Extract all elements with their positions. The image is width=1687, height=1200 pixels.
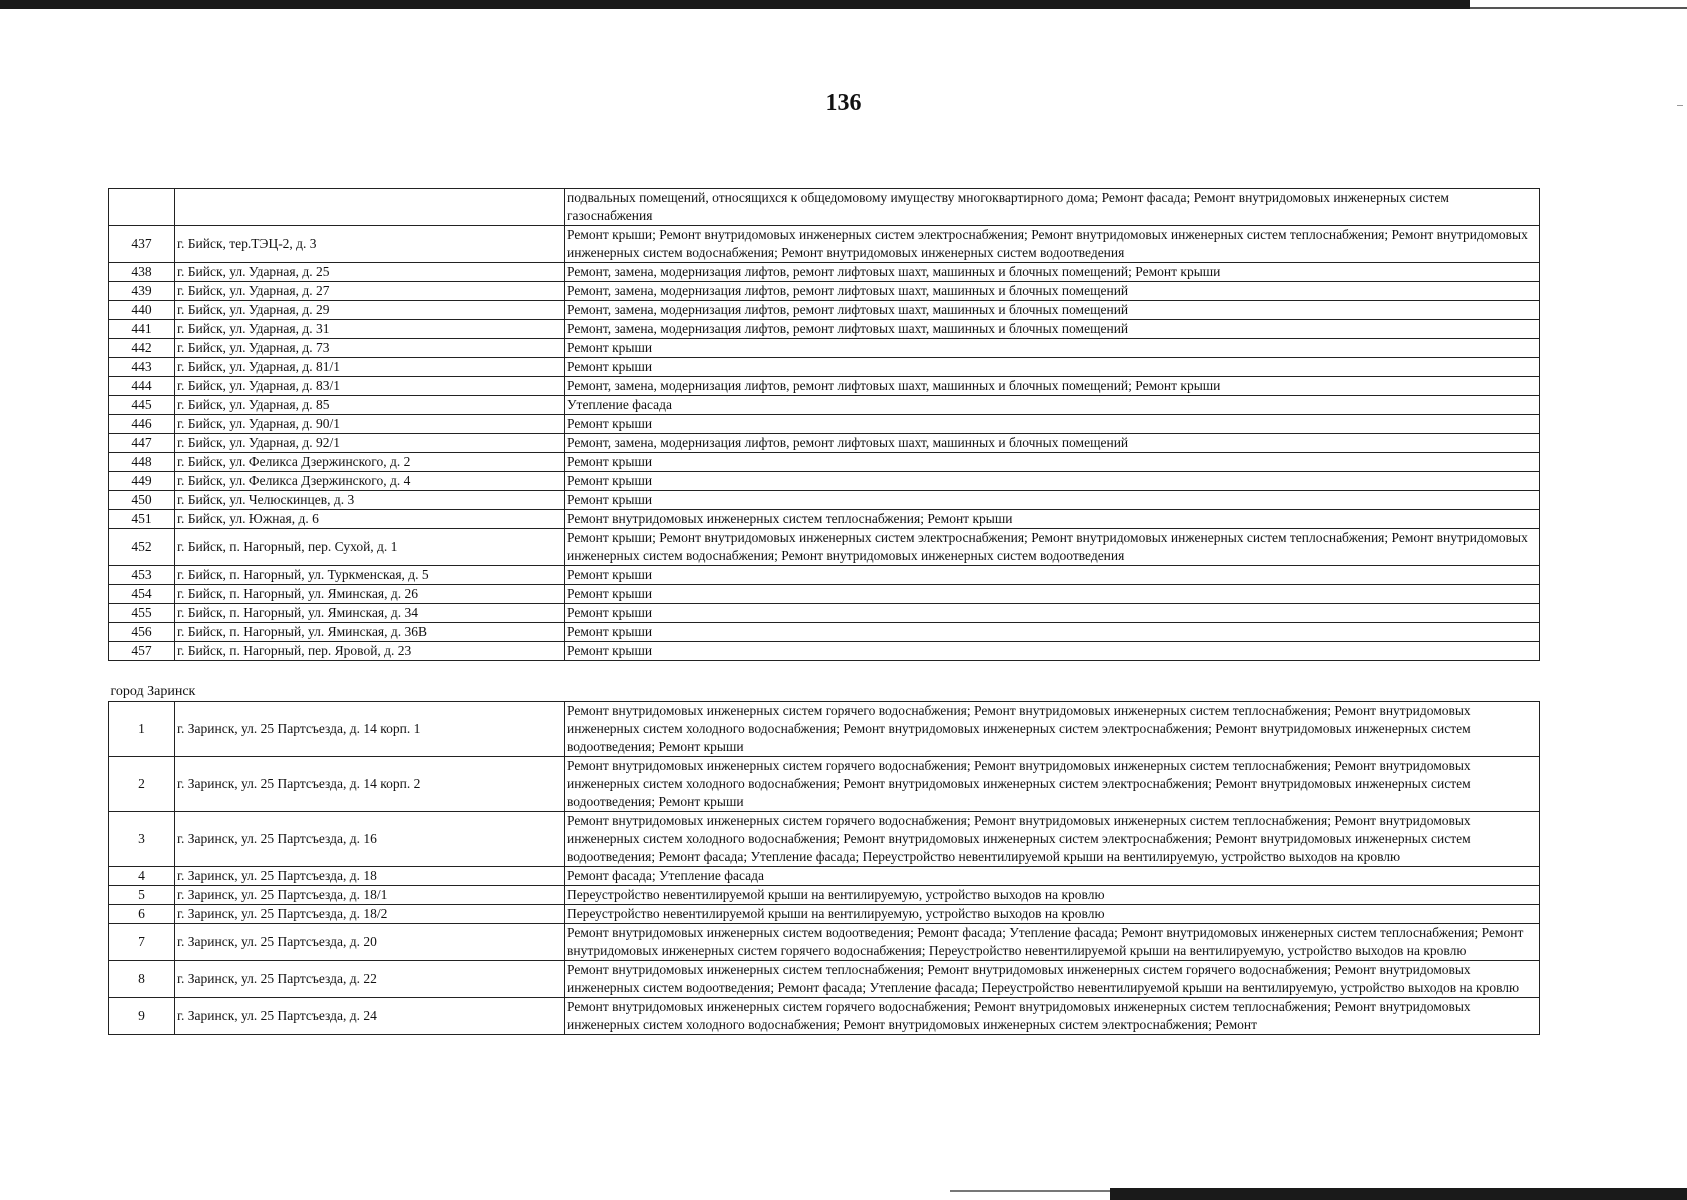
row-works: Ремонт крыши [565, 566, 1540, 585]
row-works: Ремонт внутридомовых инженерных систем горячего водоснабжения; Ремонт внутридомовых инженерных систем теплоснабжения; Ремонт внутридомовых инженерных систем холодного водоснабжения; Ремонт внутридомовых инженерных систем электроснабжения; Ремонт внутридомовых инженерных систем водоотведения; Ремонт крыши [565, 702, 1540, 757]
row-works: Переустройство невентилируемой крыши на вентилируемую, устройство выходов на кровлю [565, 905, 1540, 924]
table-row [109, 961, 1540, 998]
row-works: Ремонт крыши; Ремонт внутридомовых инженерных систем электроснабжения; Ремонт внутридомовых инженерных систем теплоснабжения; Ремонт внутридомовых инженерных систем водоснабжения; Ремонт внутридомовых инженерных систем водоотведения [565, 529, 1540, 566]
table-row [109, 702, 1540, 757]
table-row [109, 604, 1540, 623]
scan-top-edge [0, 0, 1470, 9]
table-body-zarinsk [109, 702, 1540, 1035]
row-address: г. Бийск, ул. Ударная, д. 85 [175, 396, 565, 415]
row-address: г. Заринск, ул. 25 Партсъезда, д. 18/1 [175, 886, 565, 905]
row-works: Ремонт, замена, модернизация лифтов, ремонт лифтовых шахт, машинных и блочных помещений; Ремонт крыши [565, 263, 1540, 282]
row-number: 452 [109, 529, 175, 566]
row-number: 438 [109, 263, 175, 282]
row-address: г. Заринск, ул. 25 Партсъезда, д. 14 корп. 1 [175, 702, 565, 757]
row-works: Ремонт внутридомовых инженерных систем горячего водоснабжения; Ремонт внутридомовых инженерных систем теплоснабжения; Ремонт внутридомовых инженерных систем холодного водоснабжения; Ремонт внутридомовых инженерных систем электроснабжения; Ремонт внутридомовых инженерных систем водоотведения; Ремонт фасада; Утепление фасада; Переустройство невентилируемой крыши на вентилируемую, устройство выходов на кровлю [565, 812, 1540, 867]
row-address: г. Бийск, ул. Феликса Дзержинского, д. 4 [175, 472, 565, 491]
row-address: г. Заринск, ул. 25 Партсъезда, д. 18 [175, 867, 565, 886]
table-row [109, 566, 1540, 585]
row-address: г. Бийск, п. Нагорный, ул. Яминская, д. 26 [175, 585, 565, 604]
table-row [109, 642, 1540, 661]
table-row [109, 189, 1540, 226]
row-number: 4 [109, 867, 175, 886]
row-works: Ремонт крыши; Ремонт внутридомовых инженерных систем электроснабжения; Ремонт внутридомовых инженерных систем теплоснабжения; Ремонт внутридомовых инженерных систем водоснабжения; Ремонт внутридомовых инженерных систем водоотведения [565, 226, 1540, 263]
row-works: Утепление фасада [565, 396, 1540, 415]
row-address: г. Бийск, п. Нагорный, ул. Яминская, д. 34 [175, 604, 565, 623]
row-works: Ремонт внутридомовых инженерных систем теплоснабжения; Ремонт внутридомовых инженерных систем горячего водоснабжения; Ремонт внутридомовых инженерных систем водоотведения; Ремонт фасада; Утепление фасада; Переустройство невентилируемой крыши на вентилируемую, устройство выходов на кровлю [565, 961, 1540, 998]
row-address: г. Бийск, ул. Ударная, д. 81/1 [175, 358, 565, 377]
table-row [109, 812, 1540, 867]
row-number: 449 [109, 472, 175, 491]
row-number: 443 [109, 358, 175, 377]
row-address: г. Заринск, ул. 25 Партсъезда, д. 24 [175, 998, 565, 1035]
table-row [109, 434, 1540, 453]
row-number: 455 [109, 604, 175, 623]
scan-bottom-edge-thin [950, 1190, 1110, 1192]
row-number: 442 [109, 339, 175, 358]
table-row [109, 472, 1540, 491]
row-works: Ремонт крыши [565, 623, 1540, 642]
section-title: город Заринск [109, 661, 1540, 702]
table-row [109, 623, 1540, 642]
repair-works-table [108, 188, 1540, 1035]
row-address: г. Бийск, п. Нагорный, пер. Сухой, д. 1 [175, 529, 565, 566]
row-works: Ремонт крыши [565, 604, 1540, 623]
row-address: г. Бийск, п. Нагорный, пер. Яровой, д. 23 [175, 642, 565, 661]
row-address: г. Бийск, ул. Ударная, д. 73 [175, 339, 565, 358]
row-address: г. Бийск, п. Нагорный, ул. Яминская, д. 36В [175, 623, 565, 642]
row-number: 2 [109, 757, 175, 812]
table-row [109, 339, 1540, 358]
table-row [109, 301, 1540, 320]
table-row [109, 358, 1540, 377]
row-number [109, 189, 175, 226]
row-works: Ремонт, замена, модернизация лифтов, ремонт лифтовых шахт, машинных и блочных помещений [565, 282, 1540, 301]
row-address: г. Заринск, ул. 25 Партсъезда, д. 18/2 [175, 905, 565, 924]
row-number: 440 [109, 301, 175, 320]
row-address: г. Бийск, ул. Ударная, д. 29 [175, 301, 565, 320]
scan-top-edge-thin [1470, 7, 1687, 9]
row-works: Ремонт крыши [565, 472, 1540, 491]
row-works: Ремонт, замена, модернизация лифтов, ремонт лифтовых шахт, машинных и блочных помещений [565, 320, 1540, 339]
row-number: 448 [109, 453, 175, 472]
row-works: Ремонт, замена, модернизация лифтов, ремонт лифтовых шахт, машинных и блочных помещений [565, 434, 1540, 453]
row-number: 457 [109, 642, 175, 661]
table-row [109, 529, 1540, 566]
row-number: 9 [109, 998, 175, 1035]
table-row [109, 415, 1540, 434]
table-row [109, 491, 1540, 510]
row-address: г. Заринск, ул. 25 Партсъезда, д. 20 [175, 924, 565, 961]
row-address: г. Бийск, ул. Челюскинцев, д. 3 [175, 491, 565, 510]
row-number: 439 [109, 282, 175, 301]
row-address: г. Заринск, ул. 25 Партсъезда, д. 16 [175, 812, 565, 867]
row-works: Ремонт крыши [565, 642, 1540, 661]
row-works: Ремонт, замена, модернизация лифтов, ремонт лифтовых шахт, машинных и блочных помещений [565, 301, 1540, 320]
section-row [109, 661, 1540, 702]
row-address: г. Бийск, ул. Ударная, д. 90/1 [175, 415, 565, 434]
row-number: 437 [109, 226, 175, 263]
table-row [109, 396, 1540, 415]
table-row [109, 510, 1540, 529]
row-address: г. Бийск, ул. Ударная, д. 27 [175, 282, 565, 301]
row-number: 1 [109, 702, 175, 757]
row-works: Ремонт внутридомовых инженерных систем горячего водоснабжения; Ремонт внутридомовых инженерных систем теплоснабжения; Ремонт внутридомовых инженерных систем холодного водоснабжения; Ремонт внутридомовых инженерных систем электроснабжения; Ремонт внутридомовых инженерных систем водоотведения; Ремонт крыши [565, 757, 1540, 812]
row-works: Ремонт крыши [565, 491, 1540, 510]
table-body-biysk [109, 189, 1540, 661]
table-row [109, 905, 1540, 924]
row-number: 8 [109, 961, 175, 998]
row-address: г. Бийск, ул. Ударная, д. 92/1 [175, 434, 565, 453]
row-works: Ремонт внутридомовых инженерных систем горячего водоснабжения; Ремонт внутридомовых инженерных систем теплоснабжения; Ремонт внутридомовых инженерных систем холодного водоснабжения; Ремонт внутридомовых инженерных систем электроснабжения; Ремонт [565, 998, 1540, 1035]
row-number: 447 [109, 434, 175, 453]
row-works: Ремонт крыши [565, 453, 1540, 472]
row-number: 5 [109, 886, 175, 905]
section-header [109, 661, 1540, 702]
table-row [109, 377, 1540, 396]
row-address: г. Бийск, тер.ТЭЦ-2, д. 3 [175, 226, 565, 263]
row-works: Ремонт внутридомовых инженерных систем водоотведения; Ремонт фасада; Утепление фасада; Ремонт внутридомовых инженерных систем теплоснабжения; Ремонт внутридомовых инженерных систем горячего водоснабжения; Переустройство невентилируемой крыши на вентилируемую, устройство выходов на кровлю [565, 924, 1540, 961]
row-works: Ремонт крыши [565, 415, 1540, 434]
row-number: 7 [109, 924, 175, 961]
table-row [109, 924, 1540, 961]
row-address: г. Бийск, ул. Ударная, д. 83/1 [175, 377, 565, 396]
row-address: г. Бийск, ул. Ударная, д. 25 [175, 263, 565, 282]
row-works: подвальных помещений, относящихся к общедомовому имуществу многоквартирного дома; Ремонт фасада; Ремонт внутридомовых инженерных систем газоснабжения [565, 189, 1540, 226]
row-number: 444 [109, 377, 175, 396]
table-row [109, 453, 1540, 472]
row-number: 451 [109, 510, 175, 529]
row-works: Ремонт внутридомовых инженерных систем теплоснабжения; Ремонт крыши [565, 510, 1540, 529]
row-works: Ремонт крыши [565, 339, 1540, 358]
row-address: г. Заринск, ул. 25 Партсъезда, д. 14 корп. 2 [175, 757, 565, 812]
table-row [109, 998, 1540, 1035]
table-row [109, 226, 1540, 263]
row-number: 446 [109, 415, 175, 434]
row-address: г. Бийск, ул. Феликса Дзержинского, д. 2 [175, 453, 565, 472]
page-number: 136 [825, 90, 862, 116]
row-number: 456 [109, 623, 175, 642]
row-number: 450 [109, 491, 175, 510]
row-number: 6 [109, 905, 175, 924]
table-row [109, 867, 1540, 886]
row-address: г. Бийск, ул. Ударная, д. 31 [175, 320, 565, 339]
row-number: 441 [109, 320, 175, 339]
table-row [109, 886, 1540, 905]
row-address: г. Заринск, ул. 25 Партсъезда, д. 22 [175, 961, 565, 998]
row-address: г. Бийск, ул. Южная, д. 6 [175, 510, 565, 529]
row-address: г. Бийск, п. Нагорный, ул. Туркменская, д. 5 [175, 566, 565, 585]
row-address [175, 189, 565, 226]
table-row [109, 320, 1540, 339]
row-number: 445 [109, 396, 175, 415]
row-works: Ремонт, замена, модернизация лифтов, ремонт лифтовых шахт, машинных и блочных помещений; Ремонт крыши [565, 377, 1540, 396]
row-number: 454 [109, 585, 175, 604]
row-number: 453 [109, 566, 175, 585]
row-works: Переустройство невентилируемой крыши на вентилируемую, устройство выходов на кровлю [565, 886, 1540, 905]
table-row [109, 585, 1540, 604]
table-row [109, 282, 1540, 301]
row-works: Ремонт крыши [565, 358, 1540, 377]
scan-bottom-edge [1110, 1188, 1687, 1200]
table-row [109, 263, 1540, 282]
row-number: 3 [109, 812, 175, 867]
table-row [109, 757, 1540, 812]
row-works: Ремонт крыши [565, 585, 1540, 604]
row-works: Ремонт фасада; Утепление фасада [565, 867, 1540, 886]
